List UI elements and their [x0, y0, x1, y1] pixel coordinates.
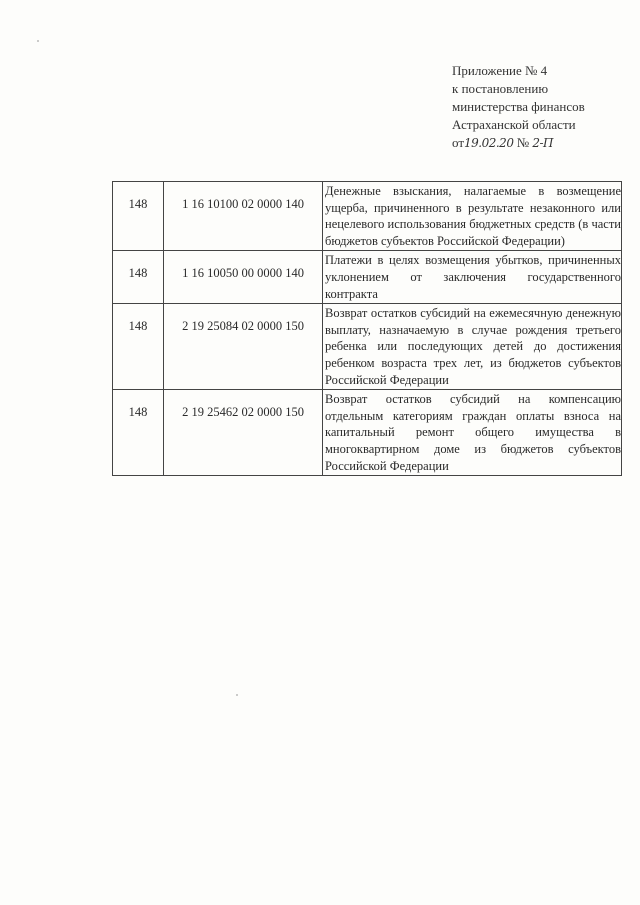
revenue-name-cell: Возврат остатков субсидий на компенсацию отдельным категориям граждан оплаты взноса на капитальный ремонт общего имущества в многоквартирном доме из бюджетов субъектов Российской Федерации	[323, 390, 622, 476]
budget-code-cell: 1 16 10100 02 0000 140	[164, 182, 323, 251]
handwritten-number: 2-П	[532, 136, 554, 150]
budget-code-cell: 1 16 10050 00 0000 140	[164, 251, 323, 304]
table-row	[113, 182, 622, 251]
scan-speck	[236, 694, 238, 696]
admin-code-cell: 148	[113, 304, 164, 390]
table-row	[113, 251, 622, 304]
revenue-codes-table	[112, 181, 622, 476]
appendix-date-number-line	[452, 134, 585, 152]
table-row	[113, 304, 622, 390]
scan-speck	[37, 40, 39, 42]
appendix-subtitle-line: к постановлению	[452, 81, 549, 96]
revenue-name-cell: Возврат остатков субсидий на ежемесячную денежную выплату, назначаемую в случае рождения третьего ребенка или последующих детей до достижения ребенком возраста трех лет, из бюджетов субъектов Российской Федерации	[323, 304, 622, 390]
appendix-region-line: Астраханской области	[452, 117, 576, 132]
appendix-header	[452, 62, 585, 152]
revenue-name-cell: Денежные взыскания, налагаемые в возмещение ущерба, причиненного в результате незаконного или нецелевого использования бюджетных средств (в части бюджетов субъектов Российской Федерации)	[323, 182, 622, 251]
admin-code-cell: 148	[113, 390, 164, 476]
budget-code-cell: 2 19 25462 02 0000 150	[164, 390, 323, 476]
appendix-title: Приложение № 4	[452, 63, 548, 78]
handwritten-date: 19.02.20	[464, 136, 514, 150]
date-prefix: от	[452, 135, 465, 150]
appendix-ministry-line: министерства финансов	[452, 99, 585, 114]
revenue-name-cell: Платежи в целях возмещения убытков, причиненных уклонением от заключения государственного контракта	[323, 251, 622, 304]
number-prefix: №	[516, 135, 530, 150]
admin-code-cell: 148	[113, 251, 164, 304]
budget-code-cell: 2 19 25084 02 0000 150	[164, 304, 323, 390]
table-row	[113, 390, 622, 476]
admin-code-cell: 148	[113, 182, 164, 251]
